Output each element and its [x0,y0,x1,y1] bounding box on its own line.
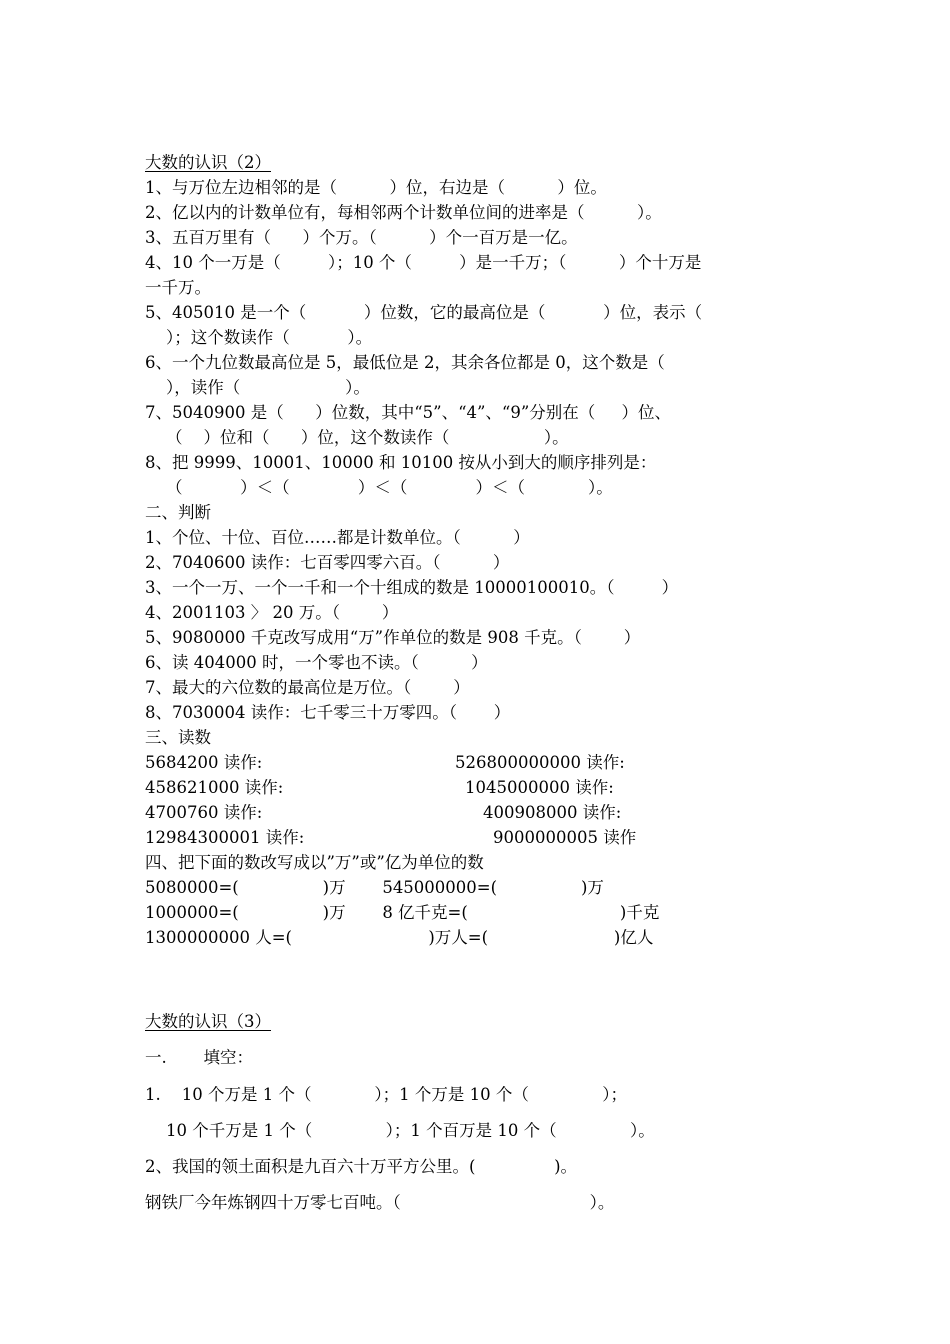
read-right: 1045000000 读作: [465,778,614,797]
question-line: 一千万。 [145,278,211,297]
question-line: （ ）位和（ ）位，这个数读作（ ）。 [145,428,569,447]
read-right: 526800000000 读作: [455,753,625,772]
question-line: 2、我国的领土面积是九百六十万平方公里。( )。 [145,1157,578,1176]
question-line: 7、最大的六位数的最高位是万位。（ ） [145,678,470,697]
section3-title: 大数的认识（3） [145,1012,271,1031]
question-line: 3、一个一万、一个一千和一个十组成的数是 10000100010。（ ） [145,578,679,597]
read-left: 12984300001 读作: [145,828,305,847]
question-line: （ ）＜（ ）＜（ ）＜（ ）。 [145,478,613,497]
question-line: 2、亿以内的计数单位有，每相邻两个计数单位间的进率是（ ）。 [145,203,662,222]
question-line: 1. 10 个万是 1 个（ ）；1 个万是 10 个（ ）； [145,1085,628,1104]
section-heading: 四、把下面的数改写成以”万”或”亿为单位的数 [145,853,484,872]
read-left: 4700760 读作: [145,803,263,822]
question-line: 3、五百万里有（ ）个万。（ ）个一百万是一亿。 [145,228,578,247]
question-line: 5080000=( )万 545000000=( )万 [145,878,604,897]
question-line: 7、5040900 是（ ）位数，其中“5”、“4”、“9”分别在（ ）位、 [145,403,672,422]
question-line: 1、与万位左边相邻的是（ ）位，右边是（ ）位。 [145,178,607,197]
question-line: 钢铁厂今年炼钢四十万零七百吨。（ ）。 [145,1193,615,1212]
question-line: ），读作（ ）。 [145,378,370,397]
question-line: 5、9080000 千克改写成用“万”作单位的数是 908 千克。（ ） [145,628,641,647]
question-line: 6、一个九位数最高位是 5，最低位是 2，其余各位都是 0，这个数是（ [145,353,665,372]
question-line: 6、读 404000 时，一个零也不读。（ ） [145,653,488,672]
read-left: 5684200 读作: [145,753,263,772]
question-line: 2、7040600 读作：七百零四零六百。（ ） [145,553,510,572]
read-right: 9000000005 读作 [493,828,637,847]
read-left: 458621000 读作: [145,778,284,797]
question-line: 8、把 9999、10001、10000 和 10100 按从小到大的顺序排列是： [145,453,657,472]
question-line: 8、7030004 读作：七千零三十万零四。（ ） [145,703,511,722]
question-line: 1300000000 人=( )万人=( )亿人 [145,928,654,947]
question-line: 5、405010 是一个（ ）位数，它的最高位是（ ）位，表示（ [145,303,703,322]
section-heading: 一. 填空： [145,1048,253,1067]
question-line: 10 个千万是 1 个（ ）；1 个百万是 10 个（ ）。 [145,1121,655,1140]
question-line: 4、2001103 〉 20 万。（ ） [145,603,399,622]
question-line: 1、个位、十位、百位……都是计数单位。（ ） [145,528,530,547]
question-line: ）；这个数读作（ ）。 [145,328,373,347]
section-heading: 二、判断 [145,503,211,522]
question-line: 4、10 个一万是（ ）；10 个（ ）是一千万；（ ）个十万是 [145,253,702,272]
question-line: 1000000=( )万 8 亿千克=( )千克 [145,903,660,922]
section2-title: 大数的认识（2） [145,153,271,172]
section-heading: 三、读数 [145,728,211,747]
read-right: 400908000 读作: [483,803,622,822]
